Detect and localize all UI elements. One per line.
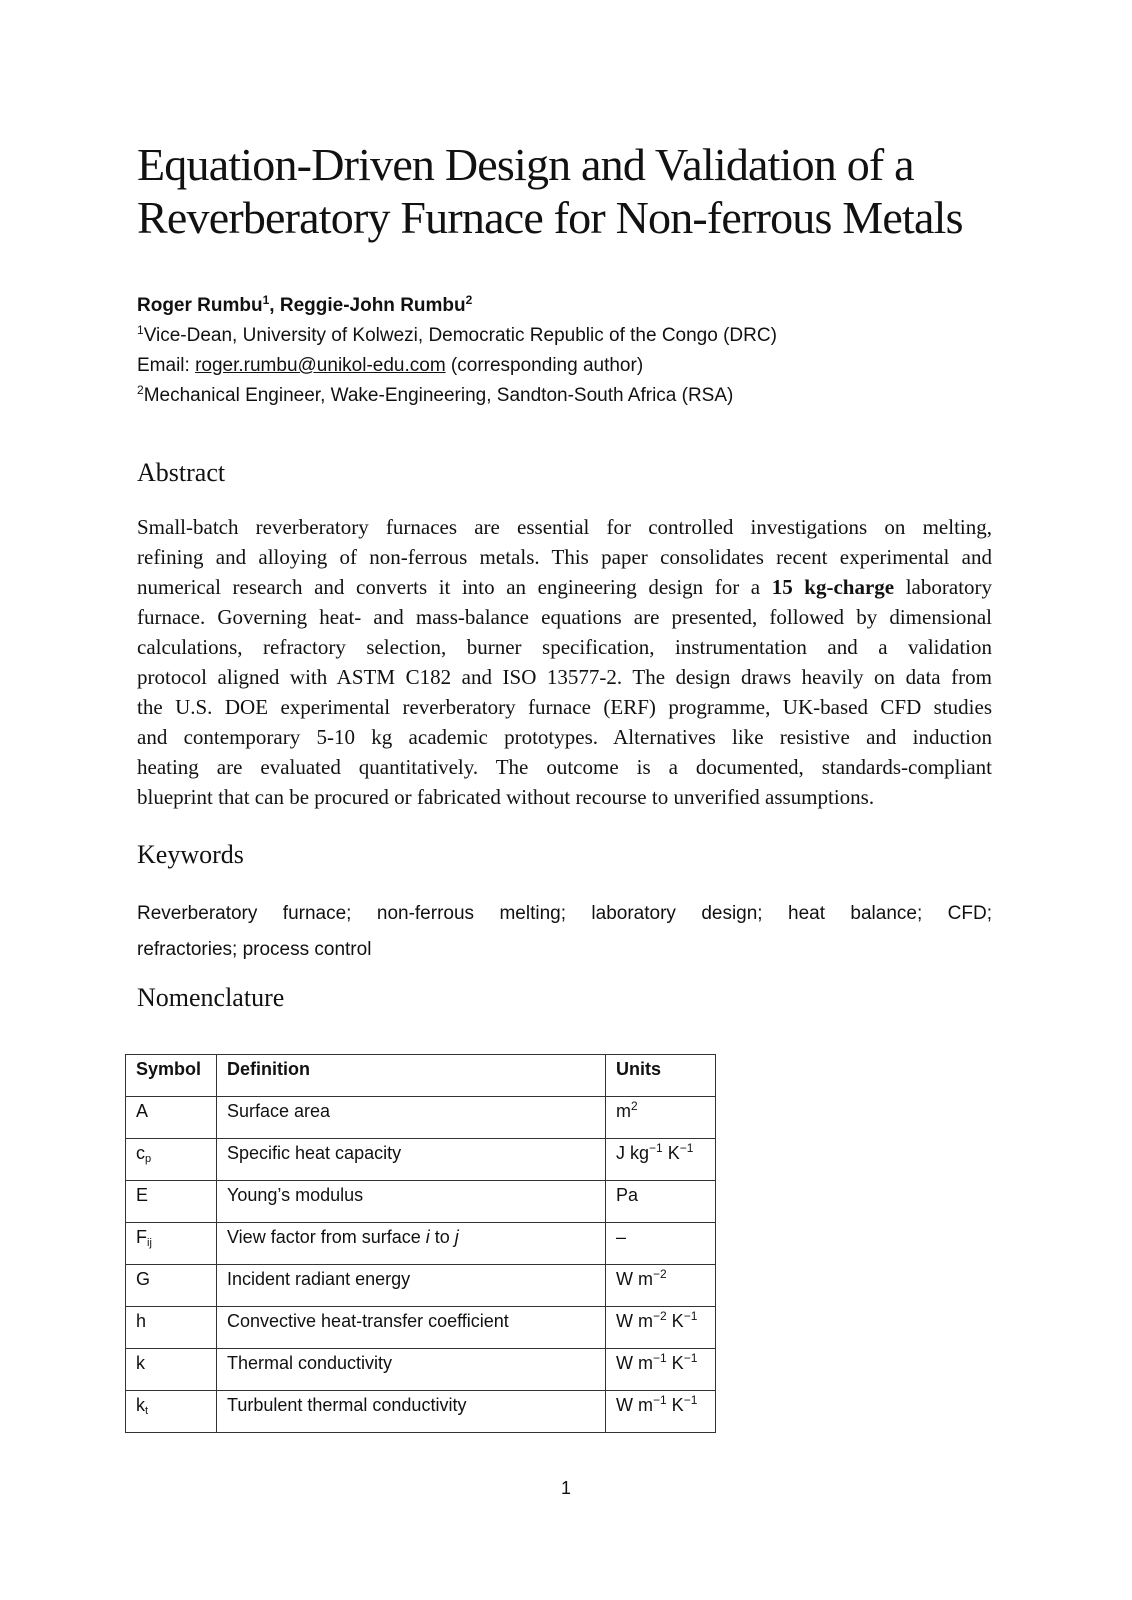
unit-exponent: −1: [649, 1141, 663, 1155]
author-2: Reggie-John Rumbu: [279, 295, 466, 316]
units-cell: [606, 1181, 716, 1223]
unit-exponent: −2: [652, 1309, 667, 1323]
definition-text: View factor from surface: [227, 1227, 421, 1247]
symbol-cell: [126, 1097, 217, 1139]
symbol-cell: [126, 1223, 217, 1265]
unit-2: K: [666, 1311, 684, 1331]
unit-exponent: 2: [631, 1099, 638, 1113]
italic-j: j: [454, 1227, 459, 1247]
abstract-line-3-tail: laboratory: [905, 575, 993, 599]
definition-cell: Surface area: [217, 1097, 606, 1139]
keywords-line-2: refractories; process control: [137, 939, 372, 960]
email-label: Email:: [137, 355, 196, 376]
symbol-cell: [126, 1181, 217, 1223]
symbol-cell: [126, 1391, 217, 1433]
abstract-line-9: heating are evaluated quantitatively. The outcome is a documented, standards-compliant: [137, 755, 992, 779]
affiliation-2: [137, 385, 733, 407]
author-list: [137, 295, 472, 317]
definition-cell: [217, 1223, 606, 1265]
unit: m: [616, 1101, 631, 1121]
unit: W m: [616, 1395, 653, 1415]
units-cell: [606, 1139, 716, 1181]
abstract-bold-phrase: 15 kg-charge: [771, 575, 895, 599]
table-row: [126, 1223, 716, 1265]
units-cell: [606, 1265, 716, 1307]
unit: W m: [616, 1269, 653, 1289]
header-units: Units: [606, 1055, 716, 1097]
abstract-line-4: furnace. Governing heat- and mass-balance equations are presented, followed by dimensional: [137, 605, 992, 629]
units-cell: [606, 1391, 716, 1433]
symbol: F: [136, 1227, 147, 1247]
symbol: G: [136, 1269, 151, 1289]
unit: W m: [616, 1353, 653, 1373]
affiliation-1-text: Vice-Dean, University of Kolwezi, Democratic Republic of the Congo (DRC): [143, 325, 777, 346]
paper-title: [137, 138, 1017, 244]
symbol: k: [136, 1395, 145, 1415]
table-row: [126, 1139, 716, 1181]
units-cell: [606, 1223, 716, 1265]
nomenclature-table: [125, 1054, 716, 1433]
symbol-subscript: ij: [147, 1237, 152, 1249]
unit-exponent-2: −1: [683, 1309, 698, 1323]
header-definition: Definition: [217, 1055, 606, 1097]
unit: J kg: [616, 1143, 650, 1163]
symbol-subscript: t: [145, 1405, 149, 1417]
unit-exponent-2: −1: [683, 1393, 698, 1407]
definition-cell: Thermal conductivity: [217, 1349, 606, 1391]
header-symbol: Symbol: [126, 1055, 217, 1097]
abstract-line-3: [137, 572, 992, 602]
unit-exponent: −1: [652, 1393, 667, 1407]
unit-exponent: −2: [652, 1267, 667, 1281]
abstract-line-3-text: numerical research and converts it into an engineering design for a: [137, 575, 761, 599]
title-line-2: Reverberatory Furnace for Non-ferrous Metals: [137, 192, 963, 243]
units-cell: [606, 1307, 716, 1349]
definition-to: to: [429, 1227, 455, 1247]
symbol: A: [136, 1101, 149, 1121]
units-cell: [606, 1097, 716, 1139]
affiliation-1-mark: 1: [137, 323, 144, 337]
symbol-subscript: p: [145, 1153, 152, 1165]
units-cell: [606, 1349, 716, 1391]
definition-cell: Convective heat-transfer coefficient: [217, 1307, 606, 1349]
email-note: (corresponding author): [445, 355, 644, 376]
title-line-1: Equation-Driven Design and Validation of a: [137, 139, 914, 190]
affiliation-2-mark: 2: [137, 383, 144, 397]
unit: W m: [616, 1311, 653, 1331]
unit-exponent-2: −1: [683, 1351, 698, 1365]
unit-exponent-2: −1: [679, 1141, 694, 1155]
keywords-body: [137, 896, 992, 968]
abstract-line-7: the U.S. DOE experimental reverberatory furnace (ERF) programme, UK-based CFD studies: [137, 695, 992, 719]
table-header-row: [126, 1055, 716, 1097]
symbol-cell: [126, 1139, 217, 1181]
table-row: [126, 1181, 716, 1223]
author-2-affil-mark: 2: [465, 293, 473, 307]
table-row: [126, 1307, 716, 1349]
keywords-heading: Keywords: [137, 840, 244, 869]
italic-i: i: [425, 1227, 430, 1247]
abstract-line-6: protocol aligned with ASTM C182 and ISO 13577-2. The design draws heavily on data from: [137, 665, 992, 689]
table-row: [126, 1349, 716, 1391]
table-row: [126, 1391, 716, 1433]
unit: –: [616, 1227, 627, 1247]
symbol: h: [136, 1311, 147, 1331]
nomenclature-heading: Nomenclature: [137, 983, 285, 1012]
symbol-cell: [126, 1307, 217, 1349]
symbol: k: [136, 1353, 145, 1373]
symbol: c: [136, 1143, 145, 1163]
unit: Pa: [616, 1185, 639, 1205]
unit-2: K: [666, 1395, 684, 1415]
abstract-body: [137, 512, 992, 812]
definition-cell: Turbulent thermal conductivity: [217, 1391, 606, 1433]
unit-exponent: −1: [652, 1351, 667, 1365]
abstract-line-8: and contemporary 5-10 kg academic prototypes. Alternatives like resistive and induction: [137, 725, 992, 749]
abstract-line-10: blueprint that can be procured or fabricated without recourse to unverified assumptions.: [137, 785, 875, 809]
abstract-line-5: calculations, refractory selection, burner specification, instrumentation and a validation: [137, 635, 992, 659]
author-1-affil-mark: 1: [262, 293, 270, 307]
email-link[interactable]: roger.rumbu@unikol-edu.com: [195, 355, 446, 376]
definition-cell: Incident radiant energy: [217, 1265, 606, 1307]
keywords-line-1: Reverberatory furnace; non-ferrous melting; laboratory design; heat balance; CFD;: [137, 903, 992, 924]
symbol: E: [136, 1185, 149, 1205]
unit-2: K: [666, 1353, 684, 1373]
symbol-cell: [126, 1349, 217, 1391]
abstract-heading: Abstract: [137, 458, 226, 487]
abstract-line-1: Small-batch reverberatory furnaces are essential for controlled investigations on melting,: [137, 515, 992, 539]
affiliation-1: [137, 325, 777, 347]
definition-cell: Specific heat capacity: [217, 1139, 606, 1181]
author-separator: ,: [269, 295, 280, 316]
table-row: [126, 1265, 716, 1307]
author-1: Roger Rumbu: [137, 295, 263, 316]
affiliation-2-text: Mechanical Engineer, Wake-Engineering, Sandton-South Africa (RSA): [143, 385, 734, 406]
abstract-line-2: refining and alloying of non-ferrous metals. This paper consolidates recent experimental and: [137, 545, 992, 569]
table-row: [126, 1097, 716, 1139]
unit-2: K: [662, 1143, 680, 1163]
page-number: 1: [560, 1478, 571, 1498]
definition-cell: Young’s modulus: [217, 1181, 606, 1223]
email-line: [137, 355, 643, 377]
symbol-cell: [126, 1265, 217, 1307]
